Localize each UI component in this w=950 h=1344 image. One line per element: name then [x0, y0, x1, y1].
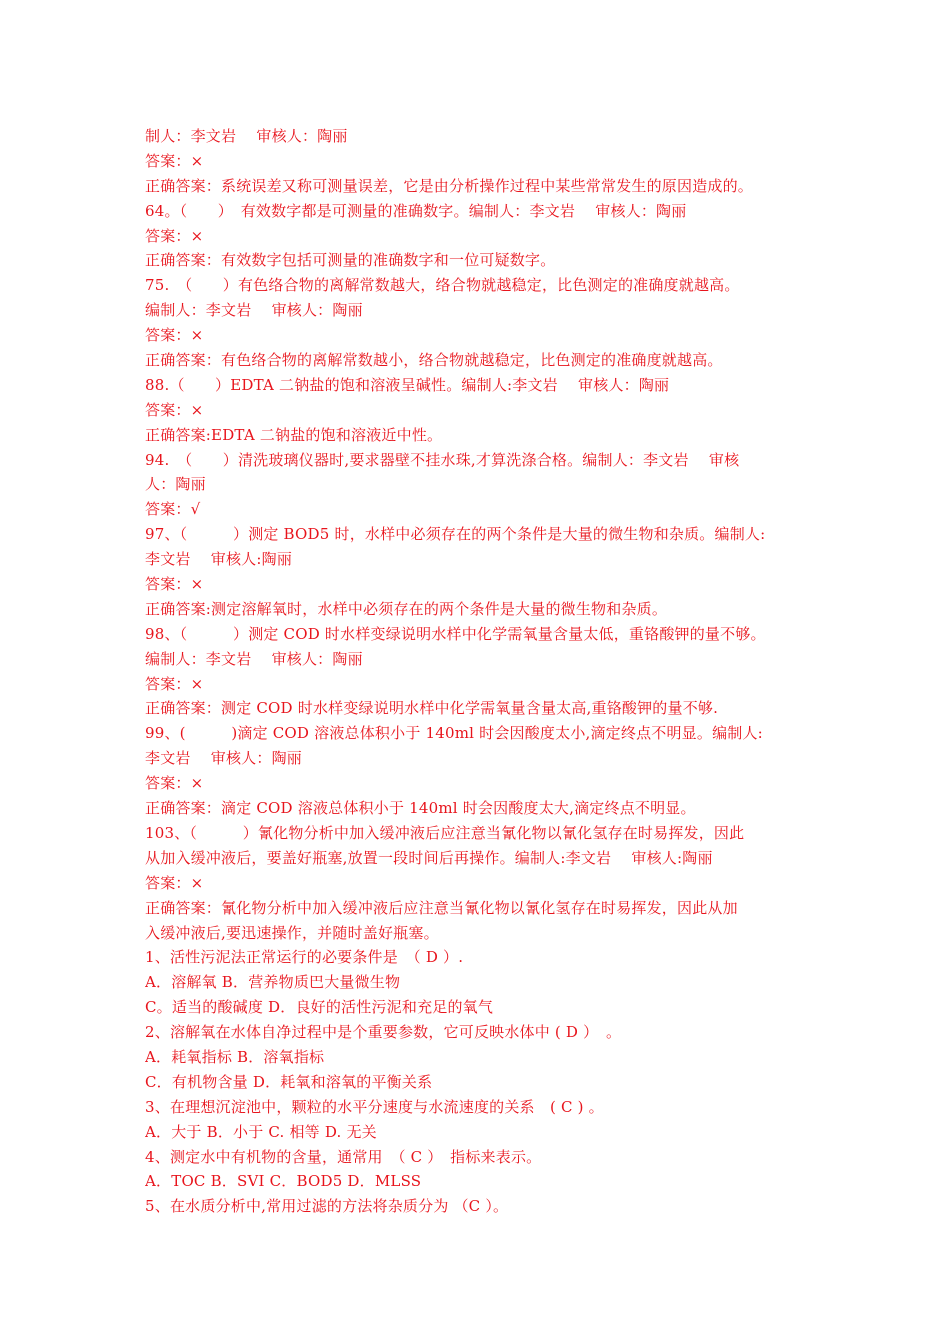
text-line: 答案：× — [145, 226, 204, 245]
text-line: 2、溶解氧在水体自净过程中是个重要参数，它可反映水体中 ( D ） 。 — [145, 1023, 622, 1042]
text-line: 答案：× — [145, 774, 204, 793]
text-line: C。适当的酸碱度 D．良好的活性污泥和充足的氧气 — [145, 998, 494, 1017]
text-line: 入缓冲液后,要迅速操作，并随时盖好瓶塞。 — [145, 923, 439, 942]
text-line: A．溶解氧 B．营养物质巴大量微生物 — [145, 973, 401, 992]
text-line: 答案：× — [145, 674, 204, 693]
text-line: 64。（ ） 有效数字都是可测量的准确数字。编制人：李文岩 审核人：陶丽 — [145, 201, 687, 220]
text-line: 李文岩 审核人:陶丽 — [145, 550, 293, 569]
text-line: 4、测定水中有机物的含量，通常用 （ C ） 指标来表示。 — [145, 1147, 542, 1166]
text-line: A．耗氧指标 B．溶氧指标 — [145, 1047, 325, 1066]
text-line: 88.（ ）EDTA 二钠盐的饱和溶液呈碱性。编制人:李文岩 审核人：陶丽 — [145, 375, 670, 394]
text-line: 答案：× — [145, 326, 204, 345]
document-body — [145, 124, 835, 1219]
text-line: 答案：× — [145, 400, 204, 419]
text-line: 5、在水质分析中,常用过滤的方法将杂质分为 （C ）。 — [145, 1197, 509, 1216]
text-line: 正确答案:测定溶解氧时，水样中必须存在的两个条件是大量的微生物和杂质。 — [145, 599, 668, 618]
text-line: 103、（ ）氰化物分析中加入缓冲液后应注意当氰化物以氰化氢存在时易挥发，因此 — [145, 823, 745, 842]
text-line: 75. （ ）有色络合物的离解常数越大，络合物就越稳定，比色测定的准确度就越高。 — [145, 276, 740, 295]
text-line: 正确答案：有色络合物的离解常数越小，络合物就越稳定，比色测定的准确度就越高。 — [145, 351, 723, 370]
text-line: 答案：× — [145, 873, 204, 892]
text-line: 李文岩 审核人：陶丽 — [145, 749, 302, 768]
text-line: 98、（ ）测定 COD 时水样变绿说明水样中化学需氧量含量太低，重铬酸钾的量不够。 — [145, 624, 766, 643]
text-line: 制人：李文岩 审核人：陶丽 — [145, 127, 348, 145]
text-line: 正确答案：测定 COD 时水样变绿说明水样中化学需氧量含量太高,重铬酸钾的量不够. — [145, 699, 719, 718]
text-line: 答案：× — [145, 575, 204, 594]
text-line: 答案：× — [145, 151, 204, 170]
text-line: 正确答案：有效数字包括可测量的准确数字和一位可疑数字。 — [145, 251, 556, 270]
text-line: 正确答案：氰化物分析中加入缓冲液后应注意当氰化物以氰化氢存在时易挥发，因此从加 — [145, 898, 738, 917]
text-line: A．大于 B．小于 C. 相等 D. 无关 — [145, 1122, 377, 1141]
text-line: 正确答案：系统误差又称可测量误差，它是由分析操作过程中某些常常发生的原因造成的。 — [145, 176, 754, 195]
text-line: 94. （ ）清洗玻璃仪器时,要求器壁不挂水珠,才算洗涤合格。编制人：李文岩 审核 — [145, 450, 740, 469]
text-line: 编制人：李文岩 审核人：陶丽 — [145, 649, 363, 668]
text-line: 编制人：李文岩 审核人：陶丽 — [145, 301, 363, 320]
text-line: C．有机物含量 D．耗氧和溶氧的平衡关系 — [145, 1072, 433, 1091]
text-line: 1、活性污泥法正常运行的必要条件是 （ D ）. — [145, 948, 464, 967]
text-line: 人：陶丽 — [145, 475, 206, 494]
text-line: 从加入缓冲液后，要盖好瓶塞,放置一段时间后再操作。编制人:李文岩 审核人:陶丽 — [145, 848, 713, 867]
text-line: 正确答案:EDTA 二钠盐的饱和溶液近中性。 — [145, 425, 443, 444]
text-line: 答案：√ — [145, 500, 201, 519]
text-line: 97、（ ）测定 BOD5 时，水样中必须存在的两个条件是大量的微生物和杂质。编制人: — [145, 525, 766, 544]
text-line: 99、( )滴定 COD 溶液总体积小于 140ml 时会因酸度太小,滴定终点不明显。编制人: — [145, 724, 763, 743]
text-line: 3、在理想沉淀池中，颗粒的水平分速度与水流速度的关系 ( C ) 。 — [145, 1097, 604, 1116]
text-line: A．TOC B．SVI C．BOD5 D．MLSS — [145, 1172, 422, 1191]
text-line: 正确答案：滴定 COD 溶液总体积小于 140ml 时会因酸度太大,滴定终点不明显。 — [145, 799, 696, 818]
